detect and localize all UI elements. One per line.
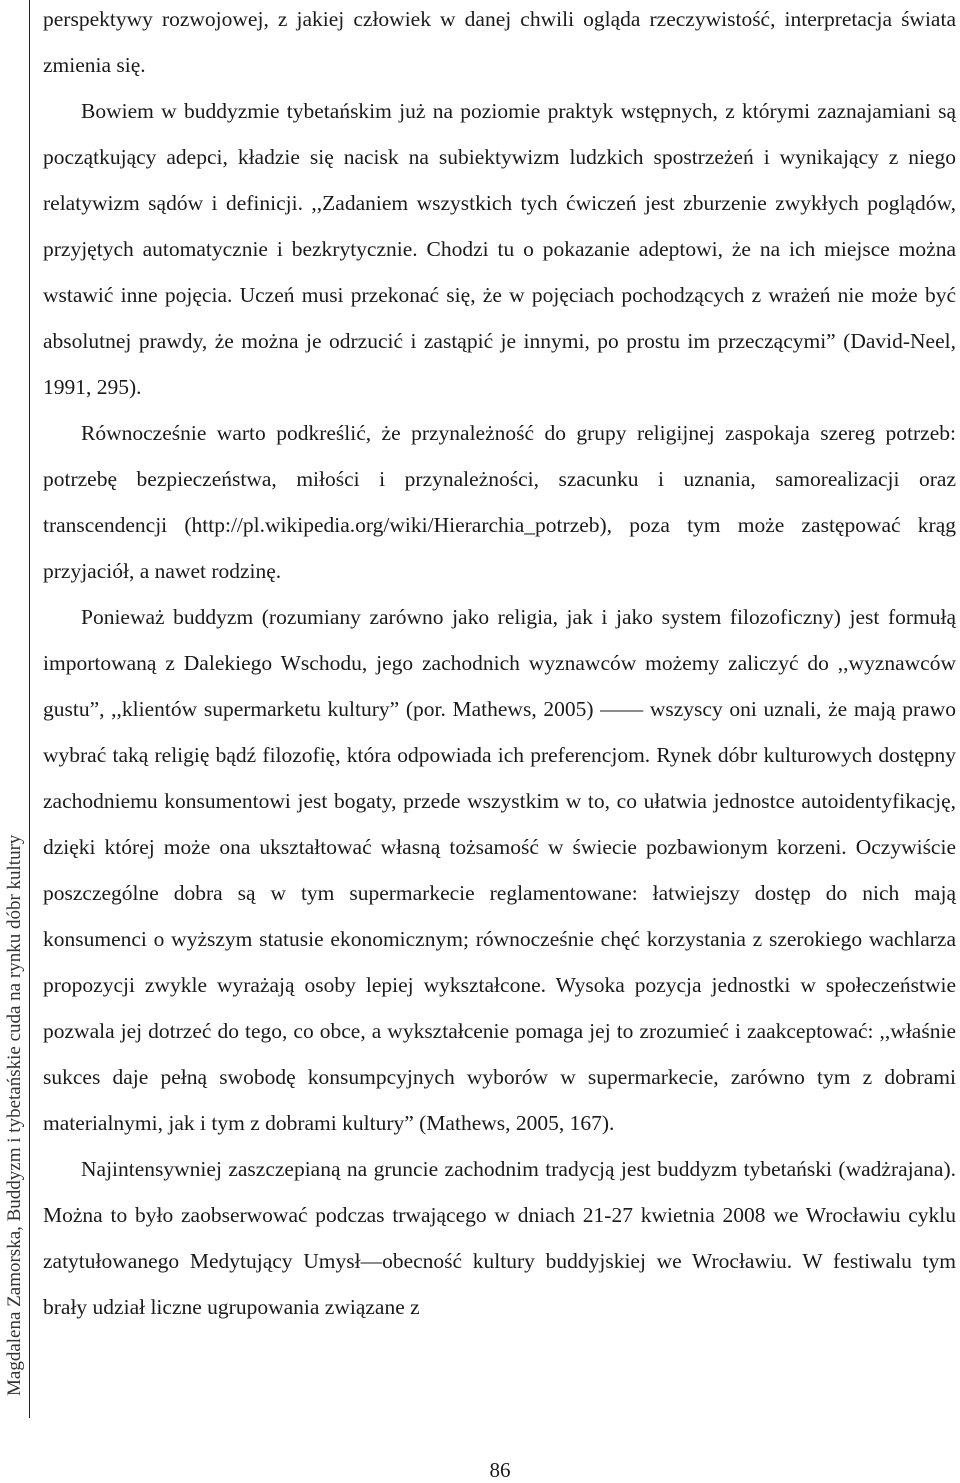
running-title-sidebar <box>0 0 30 1418</box>
paragraph: Bowiem w buddyzmie tybetańskim już na poziomie praktyk wstępnych, z którymi zaznajamiani są początkujący adepci, kładzie się nacisk na subiektywizm ludzkich spostrzeżeń i wynikający z niego relatywizm sądów i definicji. ,,Zadaniem wszystkich tych ćwiczeń jest zburzenie zwykłych poglądów, przyjętych automatycznie i bezkrytycznie. Chodzi tu o pokazanie adeptowi, że na ich miejsce można wstawić inne pojęcia. Uczeń musi przekonać się, że w pojęciach pochodzących z wrażeń nie może być absolutnej prawdy, że można je odrzucić i zastąpić je innymi, po prostu im przeczącymi” (David-Neel, 1991, 295). <box>43 99 956 399</box>
paragraph: Ponieważ buddyzm (rozumiany zarówno jako religia, jak i jako system filozoficzny) jest formułą importowaną z Dalekiego Wschodu, jego zachodnich wyznawców możemy zaliczyć do ,,wyznawców gustu”, ,,klientów supermarketu kultury” (por. Mathews, 2005) —— wszyscy oni uznali, że mają prawo wybrać taką religię bądź filozofię, która odpowiada ich preferencjom. Rynek dóbr kulturowych dostępny zachodniemu konsumentowi jest bogaty, przede wszystkim w to, co ułatwia jednostce autoidentyfikację, dzięki której może ona ukształtować własną tożsamość w świecie pozbawionym korzeni. Oczywiście poszczególne dobra są w tym supermarkecie reglamentowane: łatwiejszy dostęp do nich mają konsumenci o wyższym statusie ekonomicznym; równocześnie chęć korzystania z szerokiego wachlarza propozycji zwykle wyrażają osoby lepiej wykształcone. Wysoka pozycja jednostki w społeczeństwie pozwala jej dotrzeć do tego, co obce, a wykształcenie pomaga jej to zrozumieć i zaakceptować: ,,właśnie sukces daje pełną swobodę konsumpcyjnych wyborów w supermarkecie, zarówno tym z dobrami materialnymi, jak i tym z dobrami kultury” (Mathews, 2005, 167). <box>43 605 956 1135</box>
paragraph: Najintensywniej zaszczepianą na gruncie zachodnim tradycją jest buddyzm tybetański (wadżrajana). Można to było zaobserwować podczas trwającego w dniach 21-27 kwietnia 2008 we Wrocławiu cyklu zatytułowanego Medytujący Umysł—obecność kultury buddyjskiej we Wrocławiu. W festiwalu tym brały udział liczne ugrupowania związane z <box>43 1157 956 1319</box>
paragraph-continuation: perspektywy rozwojowej, z jakiej człowiek w danej chwili ogląda rzeczywistość, interpretacja świata zmienia się. <box>43 7 956 77</box>
paragraph: Równocześnie warto podkreślić, że przynależność do grupy religijnej zaspokaja szereg potrzeb: potrzebę bezpieczeństwa, miłości i przynależności, szacunku i uznania, samorealizacji oraz transcendencji (http://pl.wikipedia.org/wiki/Hierarchia_potrzeb), poza tym może zastępować krąg przyjaciół, a nawet rodzinę. <box>43 421 956 583</box>
page-number: 86 <box>489 1458 511 1482</box>
running-title: Magdalena Zamorska, Buddyzm i tybetańskie cuda na rynku dóbr kultury <box>4 834 25 1396</box>
page-body <box>43 0 956 1330</box>
